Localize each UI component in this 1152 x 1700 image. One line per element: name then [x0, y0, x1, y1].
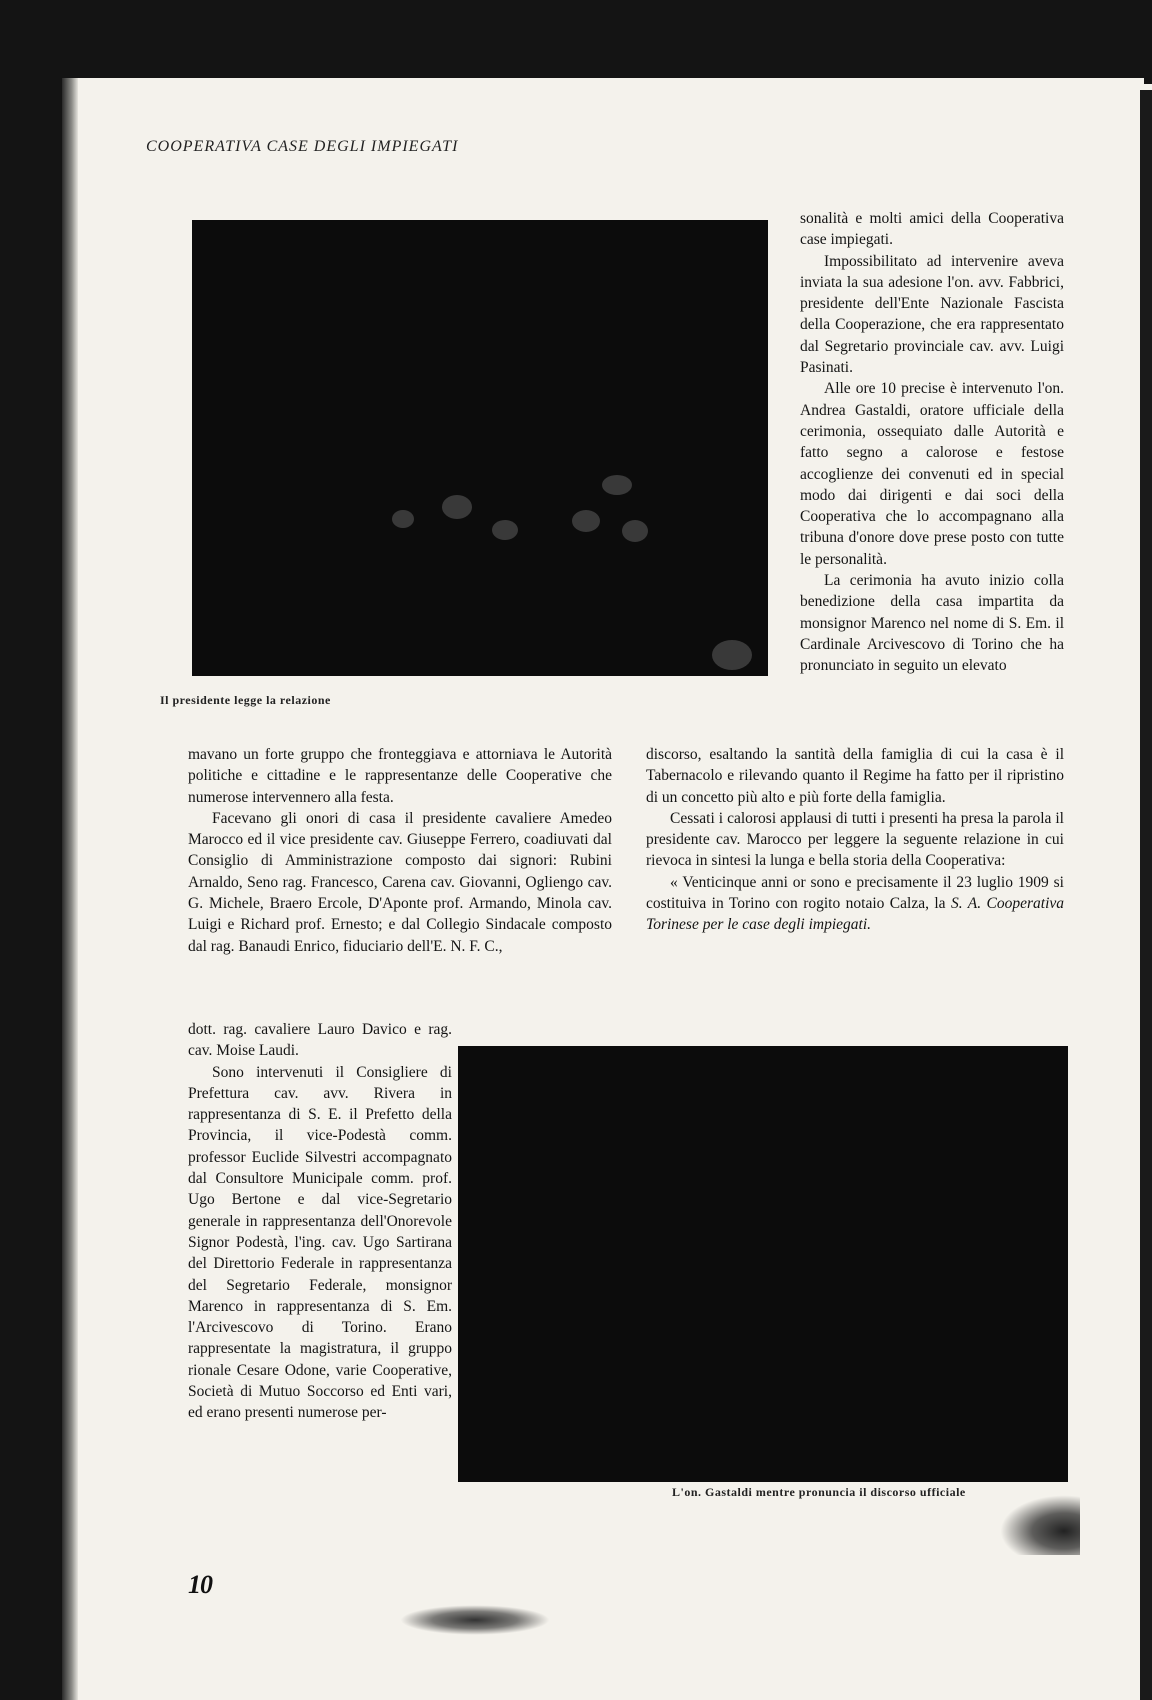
- text-column-left-full: [188, 744, 612, 957]
- quote-start: « Venticinque anni or sono e precisamente il 23 luglio 1909 si costituiva in Torino con rogito notaio Calza, la: [646, 873, 1064, 913]
- photo-gastaldi-speech: [458, 1046, 1068, 1482]
- text-column-left-narrow: [188, 1019, 452, 1424]
- paragraph: Sono intervenuti il Consigliere di Prefettura cav. avv. Rivera in rappresentanza di S. E. il Prefetto della Provincia, il vice-Podestà comm. professor Euclide Silvestri accompagnato dal Consultore Municipale comm. prof. Ugo Bertone e dal vice-Segretario generale in rappresentanza dell'Onorevole Signor Podestà, l'ing. cav. Ugo Sartirana del Direttorio Federale in rappresentanza del Segretario Federale, monsignor Marenco in rappresentanza di S. Em. l'Arcivescovo di Torino. Erano rappresentate la magistratura, il gruppo rionale Cesare Odone, varie Cooperative, Società di Mutuo Soccorso ed Enti vari, ed erano presenti numerose per-: [188, 1063, 452, 1422]
- photo-president-reading: [192, 220, 768, 676]
- scan-border-top: [0, 0, 1152, 78]
- company-name: S. A. Cooperativa Torinese per le case degli impiegati.: [646, 895, 1064, 934]
- scan-border-right: [1140, 90, 1152, 1700]
- text-column-right-top: [800, 208, 1064, 677]
- paragraph: sonalità e molti amici della Cooperativa case impiegati.: [800, 210, 1064, 249]
- page-corner: [975, 84, 1152, 102]
- text-column-right-bottom: [646, 744, 1064, 936]
- scan-smudge: [400, 1605, 550, 1635]
- page-number: 10: [188, 1570, 212, 1599]
- paragraph: Facevano gli onori di casa il presidente cavaliere Amedeo Marocco ed il vice presidente cav. Giuseppe Ferrero, coadiuvati dal Consiglio di Amministrazione composto dai signori: Rubini Arnaldo, Seno rag. Francesco, Carena cav. Giovanni, Ogliengo cav. G. Michele, Braero Ercole, D'Aponte prof. Armando, Minola cav. Luigi e Richard prof. Ernesto; e dal Collegio Sindacale composto dal rag. Banaudi Enrico, fiduciario dell'E. N. F. C.,: [188, 809, 612, 955]
- scan-burn-mark: [1000, 1495, 1080, 1555]
- paragraph: mavano un forte gruppo che fronteggiava e attorniava le Autorità politiche e cittadine e le rappresentanze delle Cooperative che numerose intervennero alla festa.: [188, 746, 612, 806]
- paragraph: Cessati i calorosi applausi di tutti i presenti ha presa la parola il presidente cav. Marocco per leggere la seguente relazione in cui rievoca in sintesi la lunga e bella storia della Cooperativa:: [646, 809, 1064, 870]
- paragraph: dott. rag. cavaliere Lauro Davico e rag. cav. Moise Laudi.: [188, 1021, 452, 1060]
- paragraph: discorso, esaltando la santità della famiglia di cui la casa è il Tabernacolo e rilevando quanto il Regime ha fatto per il ripristino di un concetto più alto e più forte della famiglia.: [646, 746, 1064, 806]
- paragraph: Alle ore 10 precise è intervenuto l'on. Andrea Gastaldi, oratore ufficiale della cerimonia, ossequiato dalle Autorità e fatto segno a calorose e festose accoglienze dei convenuti ed in special modo dai dirigenti e dai soci della Cooperativa che lo accompagnano alla tribuna d'onore dove prese posto con tutte le personalità.: [800, 380, 1064, 568]
- paragraph: La cerimonia ha avuto inizio colla benedizione della casa impartita da monsignor Marenco nel nome di S. Em. il Cardinale Arcivescovo di Torino che ha pronunciato in seguito un elevato: [800, 572, 1064, 675]
- scan-shadow-left: [62, 78, 78, 1700]
- paragraph: [646, 872, 1064, 936]
- running-header: COOPERATIVA CASE DEGLI IMPIEGATI: [146, 138, 459, 155]
- photo-caption-1: Il presidente legge la relazione: [160, 693, 331, 707]
- photo-caption-2: L'on. Gastaldi mentre pronuncia il discorso ufficiale: [672, 1485, 966, 1499]
- paragraph: Impossibilitato ad intervenire aveva inviata la sua adesione l'on. avv. Fabbrici, presidente dell'Ente Nazionale Fascista della Cooperazione, che era rappresentato dal Segretario provinciale cav. avv. Luigi Pasinati.: [800, 252, 1064, 377]
